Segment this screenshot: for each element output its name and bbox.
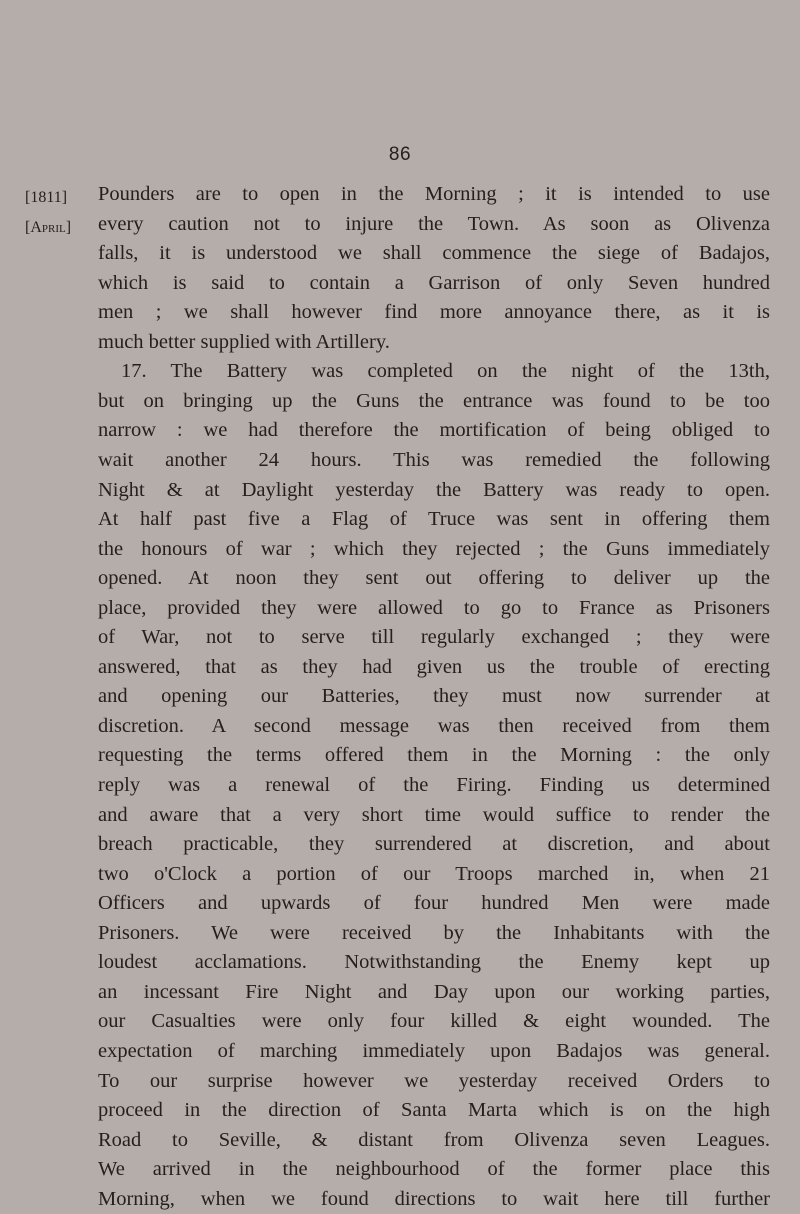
text-line: narrow : we had therefore the mortification of being obliged to — [98, 419, 770, 442]
text-line: an incessant Fire Night and Day upon our working parties, — [98, 980, 770, 1003]
text-line: Morning, when we found directions to wait here till further — [98, 1187, 770, 1210]
text-line: To our surprise however we yesterday received Orders to — [98, 1069, 770, 1092]
text-line: proceed in the direction of Santa Marta which is on the high — [98, 1099, 770, 1122]
text-line: Road to Seville, & distant from Olivenza seven Leagues. — [98, 1128, 770, 1151]
text-line: loudest acclamations. Notwithstanding the Enemy kept up — [98, 951, 770, 974]
text-line: discretion. A second message was then received from them — [98, 714, 770, 737]
text-line: Prisoners. We were received by the Inhabitants with the — [98, 921, 770, 944]
text-line: At half past five a Flag of Truce was sent in offering them — [98, 508, 770, 531]
text-line: reply was a renewal of the Firing. Finding us determined — [98, 774, 770, 796]
text-line: requesting the terms offered them in the Morning : the only — [98, 744, 770, 767]
margin-month: [April] — [25, 219, 72, 236]
text-line: men ; we shall however find more annoyance there, as it is — [98, 301, 770, 324]
text-line: much better supplied with Artillery. — [98, 330, 390, 353]
text-line: and opening our Batteries, they must now surrender at — [98, 685, 770, 708]
text-line: expectation of marching immediately upon Badajos was general. — [98, 1039, 770, 1062]
text-line: but on bringing up the Guns the entrance was found to be too — [98, 389, 770, 412]
text-line: Officers and upwards of four hundred Men were made — [98, 892, 770, 915]
text-line: two o'Clock a portion of our Troops marched in, when 21 — [98, 862, 770, 885]
margin-year: [1811] — [25, 189, 68, 206]
text-line: every caution not to injure the Town. As soon as Olivenza — [98, 212, 770, 235]
margin-notes — [25, 183, 71, 243]
text-line: wait another 24 hours. This was remedied the following — [98, 448, 770, 471]
text-line: our Casualties were only four killed & eight wounded. The — [98, 1010, 770, 1033]
text-line: the honours of war ; which they rejected ; the Guns immediately — [98, 537, 770, 560]
page-number: 86 — [388, 144, 412, 165]
text-line: which is said to contain a Garrison of only Seven hundred — [98, 271, 770, 294]
text-line: place, provided they were allowed to go to France as Prisoners — [98, 596, 770, 619]
text-line: and aware that a very short time would suffice to render the — [98, 803, 770, 826]
text-line: breach practicable, they surrendered at discretion, and about — [98, 833, 770, 856]
text-line: 17. The Battery was completed on the night of the 13th, — [121, 360, 770, 383]
text-line: opened. At noon they sent out offering to deliver up the — [98, 567, 770, 590]
text-line: answered, that as they had given us the trouble of erecting — [98, 655, 770, 678]
text-line: We arrived in the neighbourhood of the former place this — [98, 1158, 770, 1181]
text-line: of War, not to serve till regularly exchanged ; they were — [98, 626, 770, 649]
text-line: Night & at Daylight yesterday the Battery was ready to open. — [98, 478, 770, 501]
text-line: falls, it is understood we shall commence the siege of Badajos, — [98, 242, 770, 265]
text-line: Pounders are to open in the Morning ; it is intended to use — [98, 183, 770, 205]
